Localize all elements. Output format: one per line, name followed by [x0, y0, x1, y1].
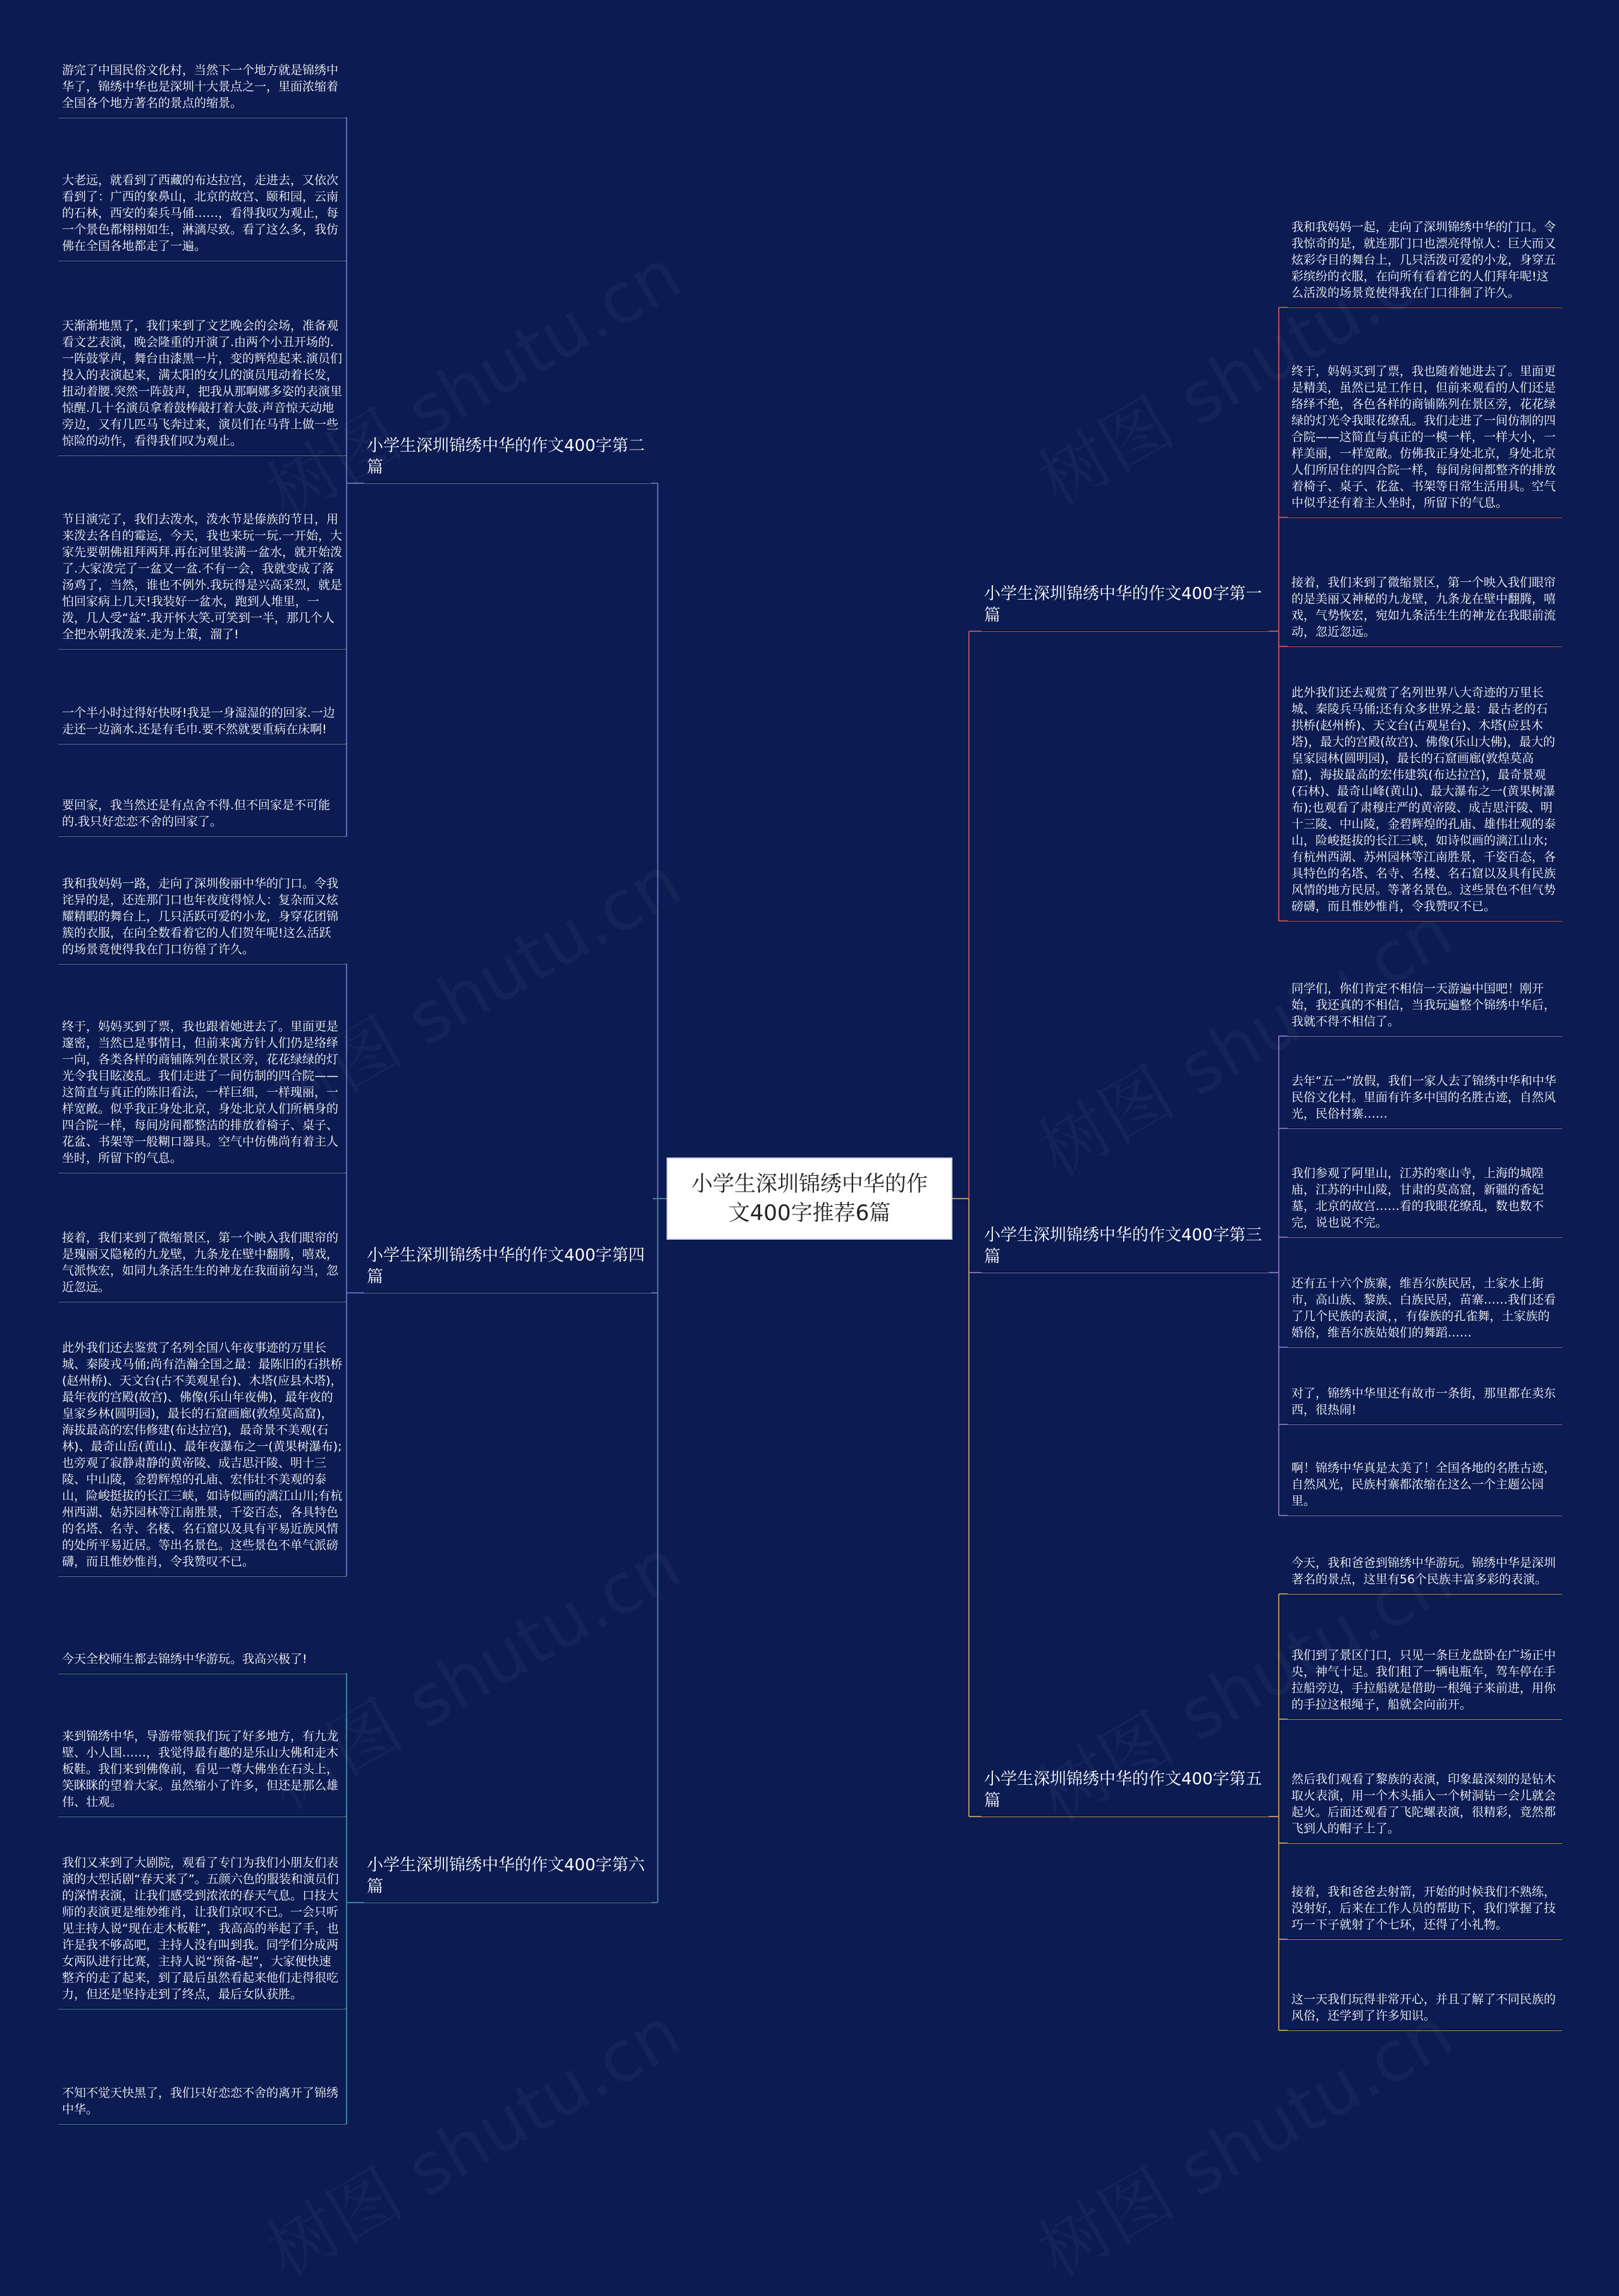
leaf-text: 不知不觉天快黑了，我们只好恋恋不舍的离开了锦绣中华。 [62, 2086, 339, 2116]
leaf [1288, 574, 1562, 646]
leaf [1288, 1647, 1562, 1719]
leaf-text: 此外我们还去鉴赏了名列全国八年夜事迹的万里长城、秦陵戎马俑;尚有浩瀚全国之最：最陈旧的石拱桥(赵州桥)、天文台(古不美观星台)、木塔(应县木塔)，最年夜的宫殿(故宫)、佛像(乐山年夜佛)，最年夜的皇家乡林(圆明园)，最长的石窟画廊(敦煌莫高窟)，海拔最高的宏伟修建(布达拉宫)，最奇景不美观(石林)、最奇山岳(黄山)、最年夜瀑布之一(黄果树瀑布);也旁观了寂静肃静的黄帝陵、成吉思汗陵、明十三陵、中山陵，金碧辉煌的孔庙、宏伟壮不美观的泰山，险峻挺拔的长江三峡，如诗似画的漓江山川;有杭州西湖、姑苏园林等江南胜景，千姿百态，各具特色的名塔、名寺、名楼、名石窟以及具有平易近族风情的处所平易近居。等出名景色。这些景色不单气派磅礴，而且惟妙惟肖，令我赞叹不已。 [62, 1341, 343, 1569]
leaf-text: 我们又来到了大剧院，观看了专门为我们小朋友们表演的大型话剧“春天来了”。五颜六色的服装和演员们的深情表演，让我们感受到浓浓的春天气息。口技大师的表演更是维妙维肖，让我们京叹不已。一会只听见主持人说“现在走木板鞋”，我高高的举起了手，也许是我不够高吧，主持人没有叫到我。同学们分成两女两队进行比赛，主持人说“预备-起”，大家便快速整齐的走了起来，到了最后虽然看起来他们走得很吃力，但还是坚持走到了终点，最后女队获胜。 [62, 1856, 339, 2001]
leaf [58, 797, 345, 836]
branch-2[interactable] [364, 435, 651, 483]
leaf-text: 终于，妈妈买到了票，我也跟着她进去了。里面更是邃密，当然已是事情日，但前来寓方针人们仍是络绎一向，各类各样的商铺陈列在景区旁，花花绿绿的灯光令我目眩凌乱。我们走进了一间仿制的四合院——这简直与真正的陈旧看法，一样巨细，一样瑰丽，一样宽敞。似乎我正身处北京，身处北京人们所栖身的四合院一样，每间房间都整洁的排放着椅子、桌子、花盆、书架等一般糊口器具。空气中仿佛尚有着主人坐时，所留下的气息。 [62, 1020, 339, 1165]
leaf [58, 1728, 345, 1817]
leaf-text: 对了，锦绣中华里还有故市一条街，那里都在卖东西，很热闹! [1291, 1386, 1556, 1417]
branch-label: 小学生深圳锦绣中华的作文400字第四篇 [367, 1246, 645, 1287]
branch-label: 小学生深圳锦绣中华的作文400字第五篇 [984, 1770, 1262, 1810]
leaf [58, 1651, 345, 1674]
leaf-text: 来到锦绣中华，导游带领我们玩了好多地方，有九龙壁、小人国……，我觉得最有趣的是乐山大佛和走木板鞋。我们来到佛像前，看见一尊大佛坐在石头上，笑眯眯的望着大家。虽然缩小了许多，但还是那么雄伟、壮观。 [62, 1729, 339, 1809]
leaf [1288, 1385, 1562, 1424]
leaf [1288, 1555, 1562, 1594]
leaf-text: 这一天我们玩得非常开心，并且了解了不同民族的风俗，还学到了许多知识。 [1291, 1992, 1556, 2023]
branch-label: 小学生深圳锦绣中华的作文400字第三篇 [984, 1226, 1262, 1266]
leaf [58, 1018, 345, 1173]
leaf [1288, 1991, 1562, 2030]
branch-3[interactable] [982, 1225, 1269, 1273]
leaf-text: 去年“五一”放假，我们一家人去了锦绣中华和中华民俗文化村。里面有许多中国的名胜古迹，自然风光，民俗村寨…… [1291, 1074, 1556, 1121]
leaf [1288, 1165, 1562, 1237]
leaf [1288, 1275, 1562, 1347]
leaf [58, 318, 345, 455]
leaf [1288, 1771, 1562, 1843]
watermark [246, 1978, 696, 2296]
leaf-text: 啊！锦绣中华真是太美了！全国各地的名胜古迹，自然风光，民族村寨都浓缩在这么一个主题公园里。 [1291, 1461, 1556, 1508]
leaf-text: 天渐渐地黑了，我们来到了文艺晚会的会场，准备观看文艺表演，晚会隆重的开演了.由两个小丑开场的.一阵鼓掌声，舞台由漆黑一片，变的辉煌起来.演员们投入的表演起来，满太阳的女儿的演员甩动着长发，扭动着腰.突然一阵鼓声，把我从那啊娜多姿的表演里惊醒.几十名演员拿着鼓棒敲打着大鼓.声音惊天动地旁边，又有几匹马飞奔过来，演员们在马背上做一些惊险的动作，看得我们叹为观止。 [62, 319, 343, 448]
watermark [1018, 878, 1467, 1195]
leaf-text: 游完了中国民俗文化村，当然下一个地方就是锦绣中华了，锦绣中华也是深圳十大景点之一，里面浓缩着全国各个地方著名的景点的缩景。 [62, 63, 339, 110]
leaf-text: 终于，妈妈买到了票，我也随着她进去了。里面更是精美，虽然已是工作日，但前来观看的人们还是络绎不绝，各色各样的商铺陈列在景区旁，花花绿绿的灯光令我眼花缭乱。我们走进了一间仿制的四合院——这简直与真正的一模一样，一样大小，一样美丽，一样宽敞。仿佛我正身处北京，身处北京人们所居住的四合院一样，每间房间都整齐的排放着椅子、桌子、花盆、书架等日常生活用具。空气中似乎还有着主人坐时，所留下的气息。 [1291, 364, 1556, 510]
branch-label: 小学生深圳锦绣中华的作文400字第一篇 [984, 584, 1262, 625]
leaf-text: 此外我们还去观赏了名列世界八大奇迹的万里长城、秦陵兵马俑;还有众多世界之最：最古老的石拱桥(赵州桥)、天文台(古观星台)、木塔(应县木塔)，最大的宫殿(故宫)、佛像(乐山大佛)，最大的皇家园林(圆明园)，最长的石窟画廊(敦煌莫高窟)，海拔最高的宏伟建筑(布达拉宫)，最奇景观(石林)、最奇山峰(黄山)、最大瀑布之一(黄果树瀑布);也观看了肃穆庄严的黄帝陵、成吉思汗陵、明十三陵、中山陵，金碧辉煌的孔庙、雄伟壮观的泰山，险峻挺拔的长江三峡，如诗似画的漓江山水;有杭州西湖、苏州园林等江南胜景，千姿百态，各具特色的名塔、名寺、名楼、名石窟以及具有民族风情的地方民居。等著名景色。这些景色不但气势磅礴，而且惟妙惟肖，令我赞叹不已。 [1291, 686, 1556, 913]
leaf [1288, 363, 1562, 517]
leaf [58, 705, 345, 744]
root-topic[interactable] [667, 1157, 952, 1240]
leaf [1288, 1073, 1562, 1128]
leaf [58, 1855, 345, 2009]
leaf [1288, 1884, 1562, 1939]
watermark-text [254, 1992, 694, 2293]
leaf-text: 要回家，我当然还是有点舍不得.但不回家是不可能的.我只好恋恋不舍的回家了。 [62, 798, 331, 829]
leaf [58, 1230, 345, 1302]
leaf-text: 还有五十六个族寨，维吾尔族民居，土家水上街市，高山族、黎族、白族民居，苗寨……我们还看了几个民族的表演，，有傣族的孔雀舞，土家族的婚俗，维吾尔族姑娘们的舞蹈…… [1291, 1276, 1556, 1340]
leaf-text: 我们参观了阿里山，江苏的寒山寺，上海的城隍庙，江苏的中山陵，甘肃的莫高窟，新疆的香妃墓，北京的故宫……看的我眼花缭乱，数也数不完，说也说不完。 [1291, 1166, 1544, 1230]
leaf [58, 1340, 345, 1576]
leaf [1288, 219, 1562, 307]
leaf [58, 511, 345, 649]
leaf [58, 875, 345, 964]
leaf-text: 同学们，你们肯定不相信一天游遍中国吧！刚开始，我还真的不相信，当我玩遍整个锦绣中华后，我就不得不相信了。 [1291, 982, 1556, 1028]
leaf [1288, 980, 1562, 1036]
leaf-text: 今天全校师生都去锦绣中华游玩。我高兴极了! [62, 1652, 307, 1666]
leaf [58, 2085, 345, 2124]
leaf-text: 我们到了景区门口，只见一条巨龙盘卧在广场正中央，神气十足。我们租了一辆电瓶车，驾车停在手拉船旁边，手拉船就是借助一根绳子来前进，用你的手拉这根绳子，船就会向前开。 [1291, 1648, 1556, 1712]
leaf [58, 172, 345, 261]
leaf-text: 然后我们观看了黎族的表演，印象最深刻的是钻木取火表演，用一个木头插入一个树洞钻一会儿就会起火。后面还观看了飞陀螺表演，很精彩，竟然都飞到人的帽子上了。 [1291, 1772, 1556, 1836]
branch-4[interactable] [364, 1245, 651, 1293]
leaf-text: 接着，我们来到了微缩景区，第一个映入我们眼帘的是瑰丽又隐秘的九龙壁，九条龙在壁中翻腾，嘻戏，气派恢宏，如同九条活生生的神龙在我面前勾当，忽近忽远。 [62, 1231, 339, 1294]
leaf-text: 节目演完了，我们去泼水，泼水节是傣族的节日，用来泼去各自的霉运，今天，我也来玩一玩.一开始，大家先要朝佛祖拜两拜.再在河里装满一盆水，就开始泼了.大家泼完了一盆又一盆.不有一会，我就变成了落汤鸡了，当然，谁也不例外.我玩得是兴高采烈，就是怕回家病上几天!我装好一盆水，跑到人堆里，一泼，几人受“益”.我开怀大笑.可笑到一半，那几个人全把水朝我泼来.走为上策，溜了! [62, 512, 343, 641]
leaf [1288, 1460, 1562, 1515]
branch-label: 小学生深圳锦绣中华的作文400字第六篇 [367, 1856, 645, 1896]
leaf [1288, 684, 1562, 921]
leaf-text: 我和我妈妈一路，走向了深圳俊丽中华的门口。令我诧异的是，还连那门口也年夜度得惊人：复杂而又炫耀精暇的舞台上，几只活跃可爱的小龙，身穿花团锦簇的衣服，在向全数看着它的人们贺年呢!这么活跃的场景竟使得我在门口彷徨了许久。 [62, 877, 339, 956]
watermark-text [1025, 1992, 1465, 2293]
branch-5[interactable] [982, 1768, 1269, 1817]
leaf-text: 接着，我们来到了微缩景区，第一个映入我们眼帘的是美丽又神秘的九龙壁，九条龙在壁中翻腾，嘻戏，气势恢宏，宛如九条活生生的神龙在我眼前流动，忽近忽远。 [1291, 576, 1556, 639]
root-title: 小学生深圳锦绣中华的作文400字推荐6篇 [691, 1171, 928, 1226]
leaf [58, 62, 345, 118]
leaf-text: 接着，我和爸爸去射箭，开始的时候我们不熟练，没射好，后来在工作人员的帮助下，我们掌握了技巧一下子就射了个七环，还得了小礼物。 [1291, 1885, 1556, 1932]
leaf-text: 一个半小时过得好快呀!我是一身湿湿的的回家.一边走还一边滴水.还是有毛巾.要不然就要重病在床啊! [62, 706, 335, 736]
leaf-text: 我和我妈妈一起，走向了深圳锦绣中华的门口。令我惊奇的是，就连那门口也漂亮得惊人：巨大而又炫彩夺目的舞台上，几只活泼可爱的小龙，身穿五彩缤纷的衣服，在向所有看着它的人们拜年呢!这么活泼的场景竟使得我在门口徘徊了许久。 [1291, 220, 1556, 300]
branch-6[interactable] [364, 1855, 651, 1903]
watermark-text [1025, 891, 1465, 1192]
leaf-text: 今天，我和爸爸到锦绣中华游玩。锦绣中华是深圳著名的景点，这里有56个民族丰富多彩的表演。 [1291, 1556, 1556, 1586]
branch-label: 小学生深圳锦绣中华的作文400字第二篇 [367, 436, 645, 477]
branch-1[interactable] [982, 583, 1269, 631]
leaf-text: 大老远，就看到了西藏的布达拉宫，走进去，又依次看到了：广西的象鼻山，北京的故宫、颐和园，云南的石林，西安的秦兵马俑……，看得我叹为观止，每一个景色都栩栩如生，淋漓尽致。看了这么多，我仿佛在全国各地都走了一遍。 [62, 173, 339, 253]
